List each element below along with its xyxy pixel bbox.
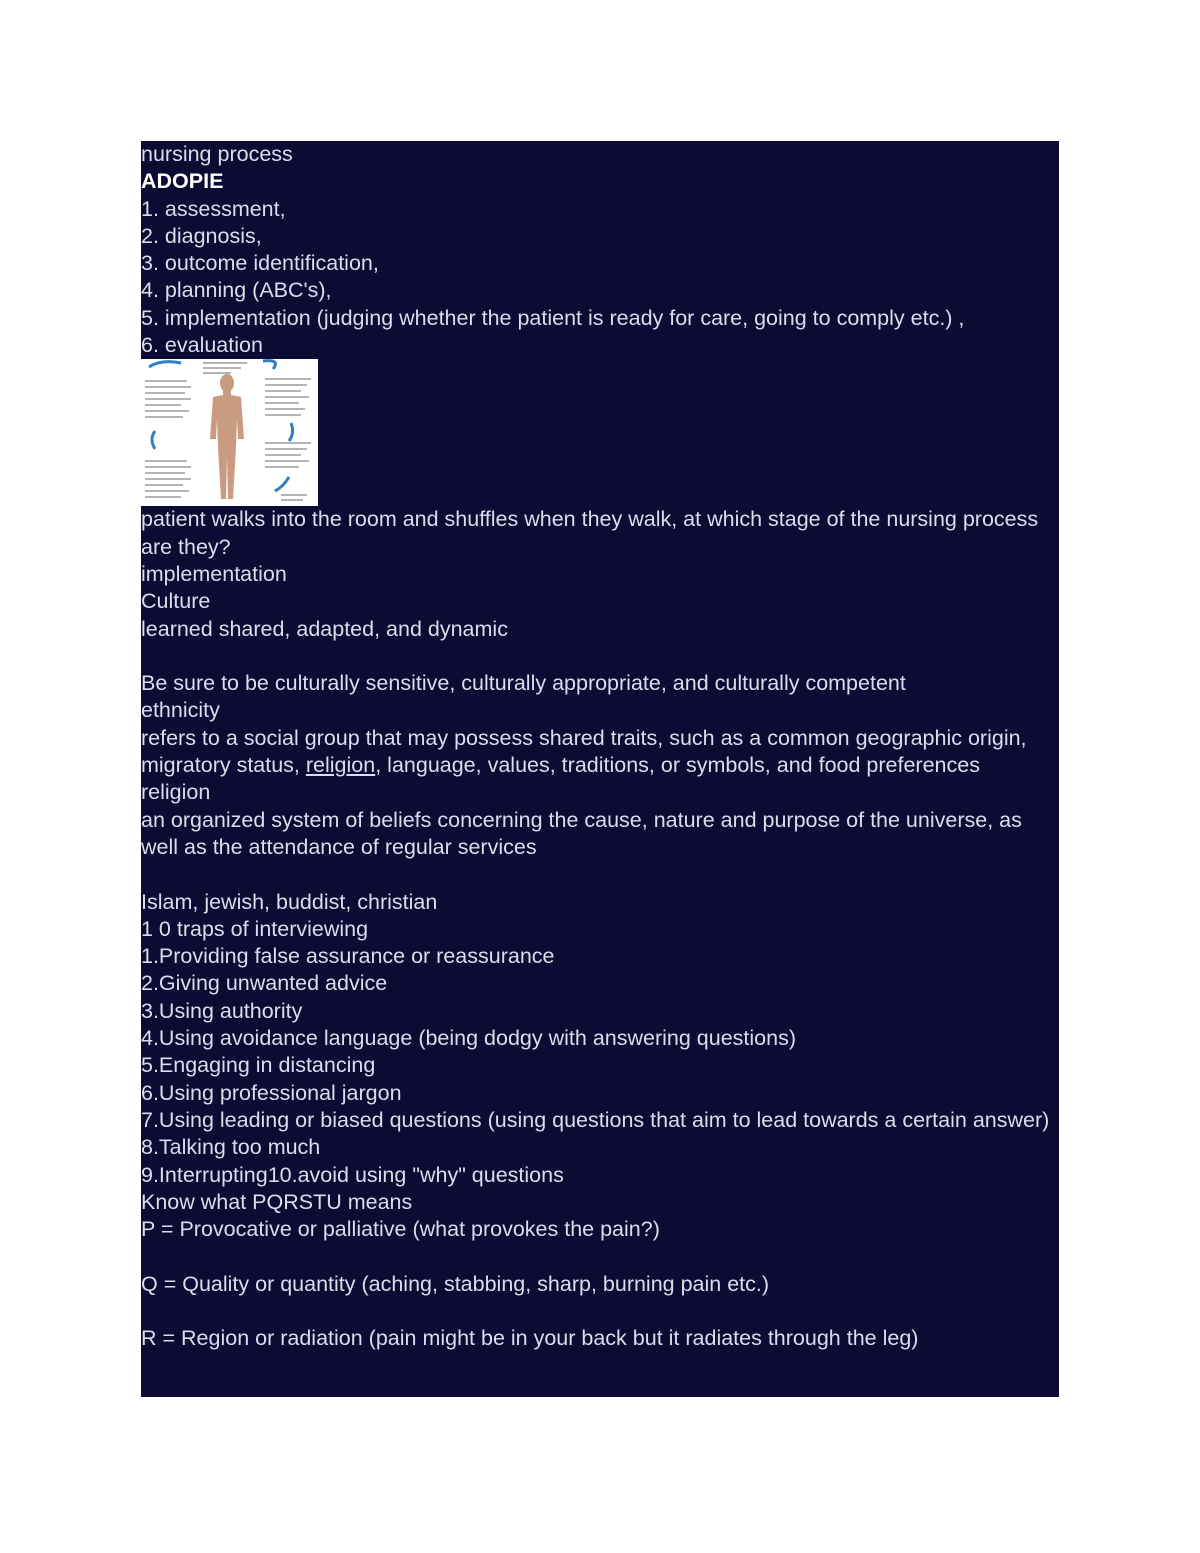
- pqrstu-p: P = Provocative or palliative (what provokes the pain?): [141, 1217, 660, 1242]
- step-item: 3. outcome identification,: [141, 251, 379, 276]
- step-item: 2. diagnosis,: [141, 223, 262, 248]
- religion-link[interactable]: religion: [305, 753, 376, 778]
- religion-definition: an organized system of beliefs concerning the cause, nature and purpose of the universe, as well as the attendance of regular services: [141, 807, 1022, 859]
- culture-definition: learned shared, adapted, and dynamic: [141, 616, 508, 641]
- blank-line: [141, 643, 1059, 670]
- step-item: 1. assessment,: [141, 196, 286, 221]
- step-item: 4. planning (ABC's),: [141, 278, 332, 303]
- section-title: nursing process: [141, 142, 293, 166]
- blank-line: [141, 1243, 1059, 1270]
- culture-note: Be sure to be culturally sensitive, culturally appropriate, and culturally competent: [141, 671, 906, 696]
- human-figure-cycle-icon: [141, 359, 318, 506]
- blank-line: [141, 1298, 1059, 1325]
- ethnicity-definition: [141, 725, 1059, 780]
- interview-traps-heading: 1 0 traps of interviewing: [141, 916, 369, 941]
- trap-item: 6.Using professional jargon: [141, 1080, 402, 1105]
- mnemonic-heading: ADOPIE: [141, 169, 224, 194]
- pqrstu-r: R = Region or radiation (pain might be in your back but it radiates through the leg): [141, 1326, 919, 1351]
- culture-term: Culture: [141, 589, 211, 614]
- trap-item: 3.Using authority: [141, 998, 303, 1023]
- document-page: [141, 141, 1059, 1397]
- pqrstu-heading: Know what PQRSTU means: [141, 1189, 413, 1214]
- step-item: 5. implementation (judging whether the patient is ready for care, going to comply etc.) ,: [141, 305, 965, 330]
- ethnicity-definition-text-end: , language, values, traditions, or symbols, and food preferences: [375, 753, 980, 778]
- step-item: 6. evaluation: [141, 333, 263, 358]
- religion-examples: Islam, jewish, buddist, christian: [141, 889, 438, 914]
- religion-term: religion: [141, 780, 211, 805]
- trap-item: 2.Giving unwanted advice: [141, 971, 388, 996]
- ethnicity-definition-text: refers to a social group that may possess shared traits, such as a common geographic origin, migratory status,: [141, 725, 1027, 778]
- trap-item: 8.Talking too much: [141, 1135, 321, 1160]
- trap-item: 7.Using leading or biased questions (using questions that aim to lead towards a certain answer): [141, 1107, 1050, 1132]
- blank-line: [141, 861, 1059, 888]
- trap-item: 5.Engaging in distancing: [141, 1053, 376, 1078]
- trap-item: 1.Providing false assurance or reassurance: [141, 944, 555, 969]
- nursing-process-diagram-image: [141, 359, 318, 506]
- ethnicity-term: ethnicity: [141, 698, 220, 723]
- trap-item: 4.Using avoidance language (being dodgy with answering questions): [141, 1026, 796, 1051]
- question-answer: implementation: [141, 561, 287, 586]
- trap-item: 9.Interrupting10.avoid using "why" questions: [141, 1162, 564, 1187]
- pqrstu-q: Q = Quality or quantity (aching, stabbing, sharp, burning pain etc.): [141, 1271, 770, 1296]
- question-prompt: patient walks into the room and shuffles when they walk, at which stage of the nursing process are they?: [141, 507, 1039, 559]
